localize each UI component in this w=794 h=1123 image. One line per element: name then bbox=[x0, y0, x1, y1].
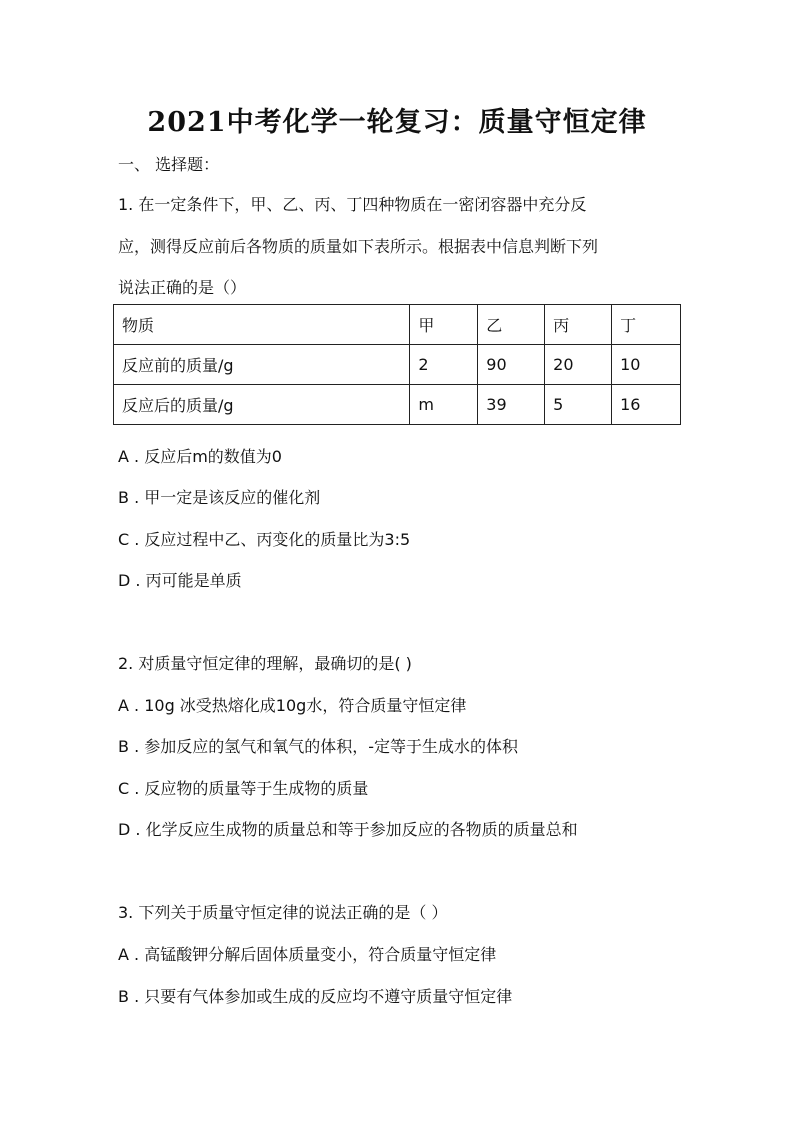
mass-table bbox=[113, 304, 681, 425]
q1-option-a: A . 反应后m的数值为0 bbox=[118, 447, 282, 466]
table-cell: 20 bbox=[545, 345, 612, 385]
table-header-row bbox=[114, 305, 681, 345]
section-heading: 一、 选择题： bbox=[118, 155, 220, 174]
table-cell: 39 bbox=[478, 385, 545, 425]
q2-option-c: C . 反应物的质量等于生成物的质量 bbox=[118, 779, 369, 798]
table-cell: 90 bbox=[478, 345, 545, 385]
table-cell: m bbox=[410, 385, 478, 425]
table-row bbox=[114, 345, 681, 385]
q1-stem-line-1: 1. 在一定条件下，甲、乙、丙、丁四种物质在一密闭容器中充分反 bbox=[118, 195, 587, 214]
q1-stem-line-2: 应，测得反应前后各物质的质量如下表所示。根据表中信息判断下列 bbox=[118, 237, 599, 256]
q3-stem: 3. 下列关于质量守恒定律的说法正确的是（ ） bbox=[118, 903, 448, 922]
q2-option-b: B . 参加反应的氢气和氧气的体积，-定等于生成水的体积 bbox=[118, 737, 519, 756]
table-cell: 2 bbox=[410, 345, 478, 385]
q1-option-d: D . 丙可能是单质 bbox=[118, 571, 242, 590]
table-cell: 10 bbox=[612, 345, 681, 385]
table-cell: 丁 bbox=[612, 305, 681, 345]
q2-option-d: D . 化学反应生成物的质量总和等于参加反应的各物质的质量总和 bbox=[118, 820, 578, 839]
table-cell: 物质 bbox=[114, 305, 410, 345]
q1-option-c: C . 反应过程中乙、丙变化的质量比为3:5 bbox=[118, 530, 411, 549]
q3-option-b: B . 只要有气体参加或生成的反应均不遵守质量守恒定律 bbox=[118, 987, 513, 1006]
table-cell: 反应后的质量/g bbox=[114, 385, 410, 425]
table-cell: 反应前的质量/g bbox=[114, 345, 410, 385]
table-cell: 丙 bbox=[545, 305, 612, 345]
q2-option-a: A . 10g 冰受热熔化成10g水，符合质量守恒定律 bbox=[118, 696, 467, 715]
table-cell: 5 bbox=[545, 385, 612, 425]
table-cell: 乙 bbox=[478, 305, 545, 345]
q1-option-b: B . 甲一定是该反应的催化剂 bbox=[118, 488, 321, 507]
table-cell: 甲 bbox=[410, 305, 478, 345]
q1-stem-line-3: 说法正确的是（） bbox=[118, 278, 247, 297]
q2-stem: 2. 对质量守恒定律的理解，最确切的是( ) bbox=[118, 654, 412, 673]
q3-option-a: A . 高锰酸钾分解后固体质量变小，符合质量守恒定律 bbox=[118, 945, 497, 964]
table-cell: 16 bbox=[612, 385, 681, 425]
page-title: 2021中考化学一轮复习：质量守恒定律 bbox=[147, 107, 647, 138]
table-row bbox=[114, 385, 681, 425]
